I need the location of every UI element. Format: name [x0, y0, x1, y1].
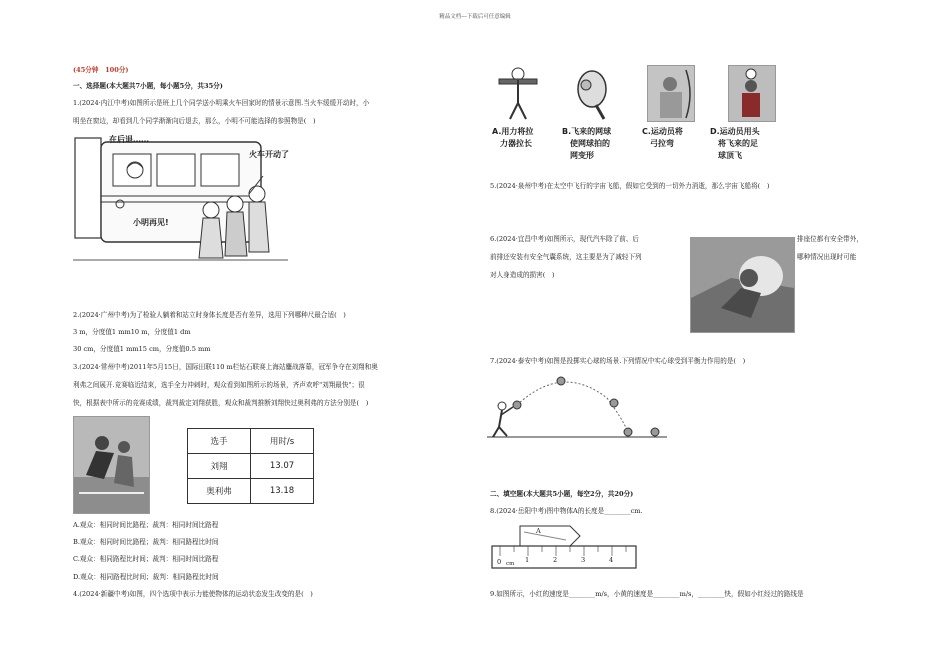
- q9-text: 9.如图所示，小红的速度是________m/s，小黄的速度是________m/s，________快，假如小红经过的路线是: [490, 590, 804, 598]
- q4-image-b: [570, 65, 616, 120]
- tennis-racket-drawing: [570, 65, 616, 120]
- table-header-row: [188, 429, 314, 454]
- q4-option-b-line3: 网变形: [570, 151, 594, 160]
- q4-option-b-line1: B.飞来的网球: [562, 127, 612, 136]
- q3-option-b: B.观众：相同时间比路程；裁判：相同路程比时间: [73, 538, 219, 546]
- q3-text-line3: 快，根据表中所示的竞赛成绩，裁判裁定刘翔获胜，观众和裁判推断刘翔快过奥利弗的方法分别是( ): [73, 399, 369, 407]
- table-header-time: 用时/s: [251, 429, 314, 454]
- table-cell-time: 13.18: [251, 479, 314, 504]
- q3-text-line2: 利弗之间展开.竞赛临近结束，选手全力冲刺时，观众看到如图所示的场景，齐声欢呼"刘翔最快"；很: [73, 381, 365, 389]
- bubble-left: 在后退……: [109, 135, 149, 144]
- q4-option-d-line1: D.运动员用头: [710, 127, 760, 136]
- q6-text-line1a: 6.(2024·宜昌中考)如图所示，现代汽车除了前、后: [490, 235, 639, 243]
- q4-image-a: [495, 65, 541, 120]
- q4-option-c-line1: C.运动员将: [642, 127, 683, 136]
- header-photo: [729, 66, 775, 121]
- expander-drawing: [495, 65, 541, 120]
- q6-text-line2a: 前排还安装有安全气囊系统，这主要是为了减轻下列: [490, 253, 642, 261]
- q1-text-line1: 1.(2024·内江中考)如图所示是班上几个同学送小明乘火车回家时的情景示意图.当火车缓缓开动时，小: [73, 99, 370, 107]
- table-row: [188, 454, 314, 479]
- page-header: 精品文档---下载后可任意编辑: [439, 14, 511, 20]
- table-cell-time: 13.07: [251, 454, 314, 479]
- q1-train-illustration: [73, 132, 288, 264]
- ruler-label-0: 0: [497, 558, 502, 566]
- shotput-trajectory: [487, 373, 687, 443]
- q3-option-d: D.观众：相同路程比时间；裁判：相同路程比时间: [73, 573, 219, 581]
- bubble-right: 火车开动了: [249, 150, 289, 159]
- q2-text: 2.(2024·广州中考)为了检验人躺着和站立时身体长度是否有差异，选用下列哪种尺最合适( ): [73, 311, 346, 319]
- q3-option-a: A.观众：相同时间比路程；裁判：相同时间比路程: [73, 521, 219, 529]
- q6-text-line3: 对人身造成的损害( ): [490, 271, 555, 279]
- q3-hurdles-photo: [73, 416, 150, 514]
- q6-text-line1b: 排座位都有安全带外，: [797, 235, 863, 243]
- table-header-athlete: 选手: [188, 429, 251, 454]
- ruler-label-2: 2: [553, 556, 558, 564]
- q4-option-a-line2: 力器拉长: [500, 139, 532, 148]
- q4-option-d-line3: 球顶飞: [718, 151, 742, 160]
- section-2-title: 二、填空题(本大题共5小题，每空2分，共20分): [490, 490, 634, 498]
- archer-photo: [648, 66, 694, 121]
- ruler-object-label: A: [536, 527, 541, 535]
- table-cell-name: 奥利弗: [188, 479, 251, 504]
- q2-option-line1: 3 m，分度值1 mm10 m，分度值1 dm: [73, 328, 191, 336]
- table-cell-name: 刘翔: [188, 454, 251, 479]
- airbag-image: [691, 238, 794, 332]
- ruler-label-3: 3: [581, 556, 586, 564]
- q3-results-table: [187, 428, 314, 504]
- q4-image-c: [647, 65, 695, 122]
- ruler-label-4: 4: [609, 556, 614, 564]
- q7-shotput-figure: [487, 373, 687, 443]
- q6-text-line2b: 哪种情况出现时可能: [797, 253, 857, 261]
- q4-option-c-line2: 弓拉弯: [650, 139, 674, 148]
- q4-option-d-line2: 将飞来的足: [718, 139, 758, 148]
- q4-text: 4.(2024·新疆中考)如图，四个选项中表示力能使物体的运动状态发生改变的是( ): [73, 590, 313, 598]
- table-row: [188, 479, 314, 504]
- q7-text: 7.(2024·泰安中考)如图是投掷实心球的场景.下列情况中实心球受到平衡力作用的是( ): [490, 357, 746, 365]
- section-1-title: 一、选择题(本大题共7小题，每小题5分，共35分): [73, 82, 223, 90]
- q3-option-c: C.观众：相同路程比时间；裁判：相同时间比路程: [73, 555, 219, 563]
- q1-text-line2: 明坐在窗边，却看到几个同学渐渐向后退去，那么，小明不可能选择的参照物是( ): [73, 117, 316, 125]
- q4-image-d: [728, 65, 776, 122]
- q4-option-a-line1: A.用力将拉: [492, 127, 534, 136]
- q8-ruler-figure: [490, 522, 640, 570]
- bubble-bottom: 小明再见!: [133, 218, 169, 227]
- q4-options-figure: [490, 60, 790, 170]
- runners-image: [74, 417, 149, 513]
- q6-airbag-photo: [690, 237, 795, 333]
- ruler-unit: cm: [506, 561, 515, 567]
- q8-text: 8.(2024·岳阳中考)图中物体A的长度是________cm.: [490, 507, 643, 515]
- time-score: (45分钟 100分): [73, 66, 129, 74]
- q4-option-b-line2: 使网球拍的: [570, 139, 610, 148]
- ruler-label-1: 1: [525, 556, 530, 564]
- q5-text: 5.(2024·泉州中考)在太空中飞行的宇宙飞船，假如它受到的一切外力消逝，那么宇宙飞船将( ): [490, 182, 770, 190]
- q3-text-line1: 3.(2024·常州中考)2011年5月15日，国际田联110 m栏钻石联赛上海站鏖战落幕，冠军争夺在刘翔和奥: [73, 363, 378, 371]
- q2-option-line2: 30 cm，分度值1 mm15 cm，分度值0.5 mm: [73, 345, 211, 353]
